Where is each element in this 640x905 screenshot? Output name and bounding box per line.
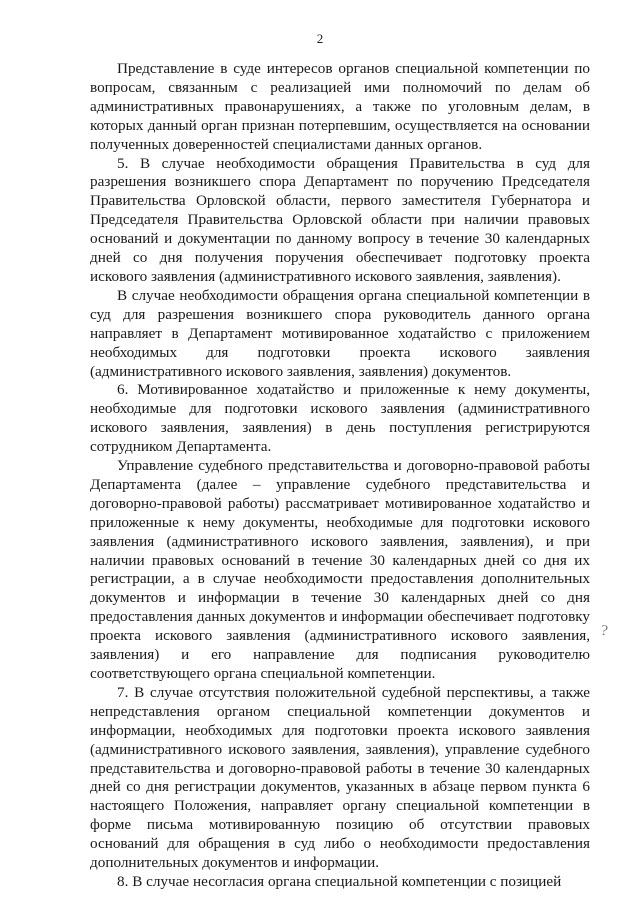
page-number: 2 [316,31,324,46]
paragraph-item-5: 5. В случае необходимости обращения Правительства в суд для разрешения возникшего спора Департамент по поручению Председателя Правительства Орловской области, первого заместителя Губернатора и Председателя Правительства Орловской области при наличии правовых оснований и документации по данному вопросу в течение 30 календарных дней со дня получения поручения обеспечивает подготовку проекта искового заявления (административного искового заявления, заявления). [90,154,590,285]
paragraph-item-6: 6. Мотивированное ходатайство и приложенные к нему документы, необходимые для подготовки искового заявления (административного искового заявления, заявления) в день поступления регистрируются сотрудником Департамента. [90,381,590,456]
paragraph-department-review: Управление судебного представительства и договорно-правовой работы Департамента (далее – управление судебного представительства и договорно-правовой работы) рассматривает мотивированное ходатайство и приложенные к нему документы, необходимые для подготовки искового заявления (административного искового заявления, заявления), и при наличии правовых оснований в течение 30 календарных дней со дня их регистрации, а в случае необходимости предоставления дополнительных документов и информации в течение 30 календарных дней со дня предоставления данных документов и информации обеспечивает подготовку проекта искового заявления (административного искового заявления, заявления) и его направление для подписания руководителю соответствующего органа специальной компетенции. [90,457,590,682]
handwritten-margin-mark: ? [599,622,609,640]
paragraph-item-7: 7. В случае отсутствия положительной судебной перспективы, а также непредставления органом специальной компетенции документов и информации, необходимых для подготовки проекта искового заявления (административного искового заявления, заявления), управление судебного представительства и договорно-правовой работы в течение 30 календарных дней со дня регистрации документов, указанных в абзаце первом пункта 6 настоящего Положения, направляет органу специальной компетенции в форме письма мотивированную позицию об отсутствии правовых оснований для обращения в суд либо о необходимости предоставления дополнительных документов и информации. [90,683,590,872]
paragraph-item-8: 8. В случае несогласия органа специальной компетенции с позицией [117,872,562,890]
document-body [90,60,590,892]
paragraph-representation: Представление в суде интересов органов специальной компетенции по вопросам, связанным с реализацией ими полномочий по делам об административных правонарушениях, а также по уголовным делам, в которых данный орган признан потерпевшим, осуществляется на основании полученных доверенностей специалистами данных органов. [90,60,590,153]
paragraph-special-body-request: В случае необходимости обращения органа специальной компетенции в суд для разрешения возникшего спора руководитель данного органа направляет в Департамент мотивированное ходатайство с приложением необходимых для подготовки проекта искового заявления (административного искового заявления, заявления) документов. [90,286,590,380]
